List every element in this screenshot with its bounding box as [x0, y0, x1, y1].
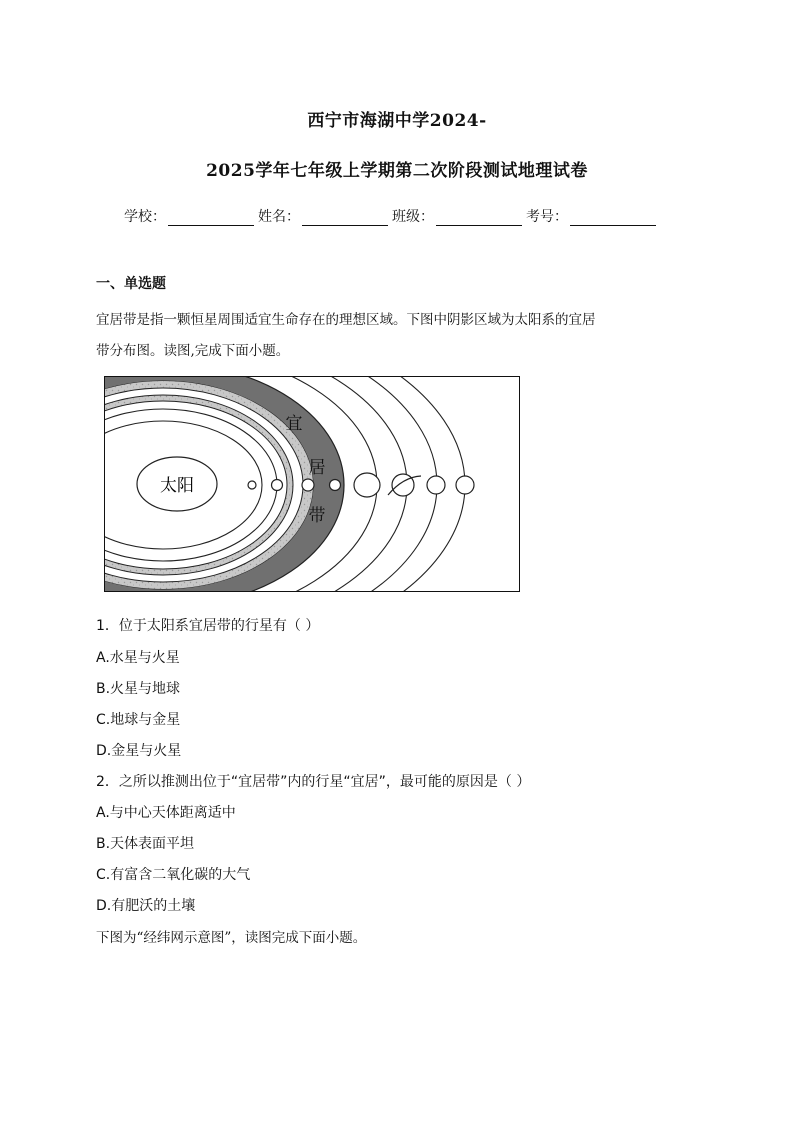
- habitable-zone-figure: [104, 376, 520, 592]
- intro-text: [96, 305, 696, 367]
- student-info-row: [124, 206, 684, 226]
- planet-jupiter: [354, 473, 380, 497]
- name-blank[interactable]: [302, 211, 388, 226]
- q2-option-b[interactable]: B.天体表面平坦: [96, 836, 195, 852]
- school-label: 学校：: [124, 209, 166, 225]
- planet-saturn: [392, 474, 414, 496]
- name-label: 姓名：: [258, 209, 300, 225]
- q1-option-b[interactable]: B.火星与地球: [96, 681, 181, 697]
- sun-label: 太阳: [160, 476, 194, 496]
- q2-option-a[interactable]: A.与中心天体距离适中: [96, 805, 236, 821]
- section-title: 一、单选题: [96, 276, 166, 292]
- exam-title-line2: 2025学年七年级上学期第二次阶段测试地理试卷: [206, 161, 588, 181]
- q1-option-c[interactable]: C.地球与金星: [96, 712, 181, 728]
- intro-line-1: 宜居带是指一颗恒星周围适宜生命存在的理想区域。下图中阴影区域为太阳系的宜居: [96, 312, 596, 328]
- class-blank[interactable]: [436, 211, 522, 226]
- solar-system-diagram: [105, 377, 520, 592]
- planet-venus: [272, 480, 283, 491]
- q1-option-a[interactable]: A.水星与火星: [96, 650, 180, 666]
- question-2-stem: 2．之所以推测出位于“宜居带”内的行星“宜居”，最可能的原因是（ ）: [96, 774, 531, 790]
- planet-earth: [302, 479, 314, 491]
- zone-char-2: 居: [308, 458, 326, 478]
- q1-option-d[interactable]: D.金星与火星: [96, 743, 182, 759]
- next-question-note: 下图为“经纬网示意图”，读图完成下面小题。: [96, 930, 367, 946]
- q2-option-c[interactable]: C.有富含二氧化碳的大气: [96, 867, 251, 883]
- intro-line-2: 带分布图。读图,完成下面小题。: [96, 343, 290, 359]
- q2-option-d[interactable]: D.有肥沃的土壤: [96, 898, 196, 914]
- planet-uranus: [427, 476, 445, 494]
- exam-number-label: 考号：: [526, 209, 568, 225]
- question-1-stem: 1．位于太阳系宜居带的行星有（ ）: [96, 618, 320, 634]
- exam-title-line1: 西宁市海湖中学2024-: [307, 111, 487, 131]
- planet-mercury: [248, 481, 256, 489]
- class-label: 班级：: [392, 209, 434, 225]
- exam-number-blank[interactable]: [570, 211, 656, 226]
- school-blank[interactable]: [168, 211, 254, 226]
- zone-char-1: 宜: [285, 414, 303, 434]
- zone-char-3: 带: [308, 506, 326, 526]
- planet-neptune: [456, 476, 474, 494]
- planet-mars: [330, 480, 341, 491]
